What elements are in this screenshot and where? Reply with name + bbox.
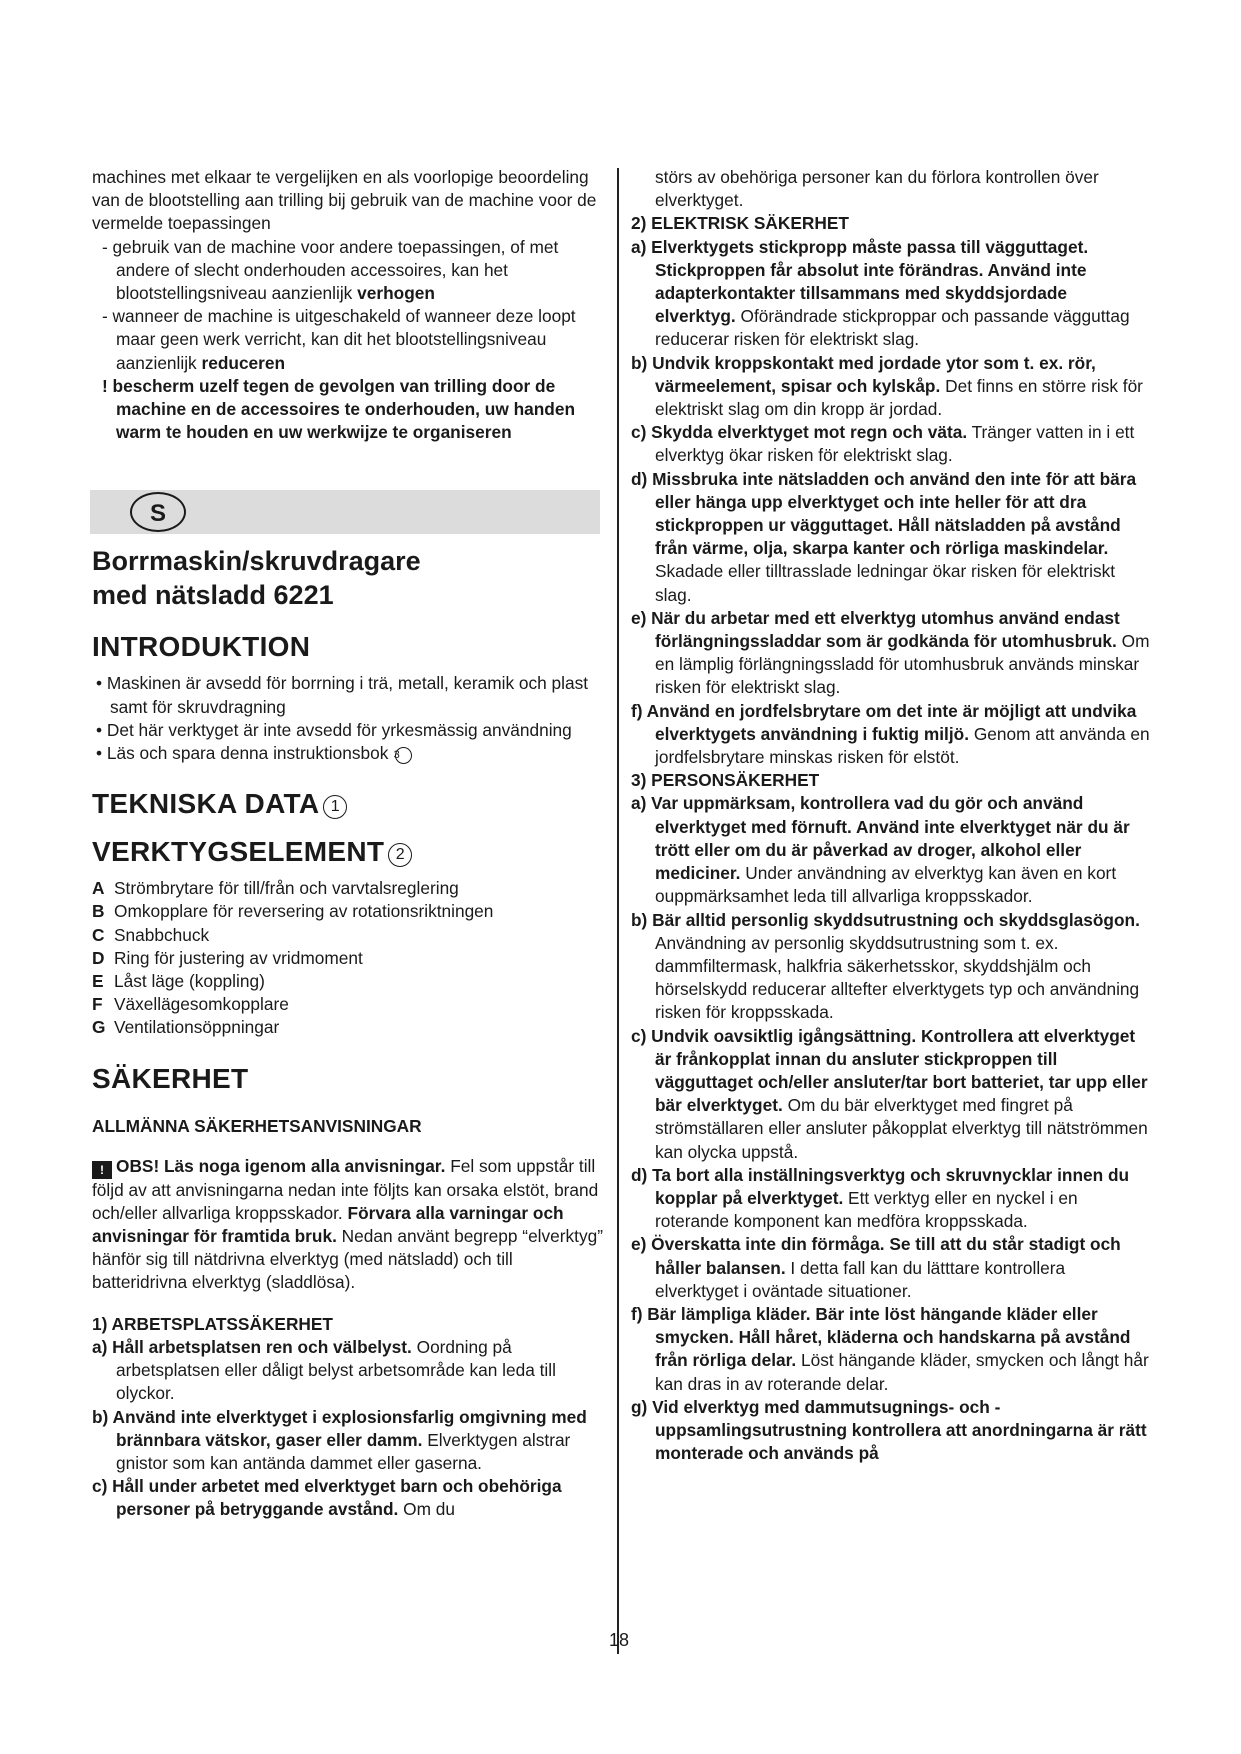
- work-safety-heading: 1) ARBETSPLATSSÄKERHET: [92, 1313, 333, 1334]
- intro-bullet: • Det här verktyget är inte avsedd för yrkesmässig användning: [96, 719, 572, 740]
- work-item: c) Håll under arbetet med elverktyget barn och obehöriga personer på betryggande avstånd. Om du: [92, 1476, 562, 1520]
- page-number: 18: [609, 1630, 630, 1650]
- intro-bullet: • Läs och spara denna instruktionsbok 3: [92, 742, 604, 765]
- figure-ref-icon: 3: [395, 747, 412, 764]
- element-item: C Snabbchuck: [92, 924, 210, 945]
- safety-heading: SÄKERHET: [92, 1062, 249, 1094]
- personal-item: c) Undvik oavsiktlig igångsättning. Kontrollera att elverktyget är frånkopplat innan du ansluter stickproppen till vägguttaget och/eller ansluter/tar bort batteriet, tar upp eller bär elverktyget. Om du bär elverktyget med fingret på strömställaren eller ansluter påkopplat elverktyg till nätströmmen kan olycka uppstå.: [631, 1025, 1148, 1162]
- personal-item: e) Överskatta inte din förmåga. Se till att du står stadigt och håller balansen. I detta fall kan du lätttare kontrollera elverktyget i oväntade situationer.: [631, 1234, 1121, 1301]
- electric-item: c) Skydda elverktyget mot regn och väta. Tränger vatten in i ett elverktyg ökar risken för elektriskt slag.: [631, 422, 1135, 466]
- electric-item: d) Missbruka inte nätsladden och använd den inte för att bära eller hänga upp elverktyget och inte heller för att dra stickproppen ur vägguttaget. Håll nätsladden på avstånd från värme, olja, skarpa kanter och rörliga maskindelar. Skadade eller tilltrasslade ledningar ökar risken för elektriskt slag.: [631, 468, 1137, 605]
- electric-item: b) Undvik kroppskontakt med jordade ytor som t. ex. rör, värmeelement, spisar och kylskåp. Det finns en större risk för elektriskt slag om din kropp är jordad.: [631, 352, 1143, 420]
- personal-item: g) Vid elverktyg med dammutsugnings- och -uppsamlingsutrustning kontrollera att anordningarna är rätt monterade och används på: [631, 1396, 1147, 1464]
- element-item: G Ventilationsöppningar: [92, 1017, 280, 1038]
- warning-paragraph: ! OBS! Läs noga igenom alla anvisningar. Fel som uppstår till följd av att anvisningarna nedan inte följts kan orsaka elstöt, brand och/eller allvarliga kroppsskador. Förvara alla varningar och anvisningar för framtida bruk. Nedan använt begrepp “elverktyg” hänför sig till nätdrivna elverktyg (med nätsladd) och till batteridrivna elverktyg (sladdlösa).: [92, 1155, 603, 1293]
- general-safety-heading: ALLMÄNNA SÄKERHETSANVISNINGAR: [92, 1115, 422, 1136]
- product-title-line1: Borrmaskin/skruvdragare: [92, 546, 421, 577]
- electric-safety-heading: 2) ELEKTRISK SÄKERHET: [631, 213, 849, 234]
- figure-ref-icon: 2: [388, 843, 412, 867]
- right-column: [631, 166, 1151, 1465]
- personal-item: b) Bär alltid personlig skyddsutrustning och skyddsglasögon. Användning av personlig skyddsutrustning som t. ex. dammfiltermask, halkfria säkerhetsskor, skyddshjälm och hörselskydd reducerar alltefter elverktygets typ och användning risken för kroppsskada.: [631, 909, 1140, 1023]
- figure-ref-icon: 1: [323, 795, 347, 819]
- continued-text: störs av obehöriga personer kan du förlora kontrollen över elverktyget.: [655, 167, 1099, 211]
- element-item: E Låst läge (koppling): [92, 971, 265, 992]
- electric-item: e) När du arbetar med ett elverktyg utomhus använd endast förlängningssladdar som är godkända för utomhusbruk. Om en lämplig förlängningssladd för utomhusbruk används minskar risken för elektriskt slag.: [631, 607, 1150, 698]
- work-item: a) Håll arbetsplatsen ren och välbelyst. Oordning på arbetsplatsen eller dåligt belyst arbetsområde kan leda till olyckor.: [92, 1336, 556, 1404]
- left-column: [92, 166, 604, 1522]
- element-item: B Omkopplare för reversering av rotationsriktningen: [92, 901, 494, 922]
- electric-item: f) Använd en jordfelsbrytare om det inte är möjligt att undvika elverktygets användning i fuktig miljö. Genom att använda en jordfelsbrytare minskas risken för elstöt.: [631, 700, 1150, 768]
- element-item: A Strömbrytare för till/från och varvtalsreglering: [92, 878, 459, 899]
- nl-dash-item-2: - wanneer de machine is uitgeschakeld of wanneer deze loopt maar geen werk verricht, kan dit het blootstellingsniveau aanzienlijk reduceren: [102, 306, 576, 373]
- element-item: D Ring för justering av vridmoment: [92, 947, 363, 968]
- personal-item: f) Bär lämpliga kläder. Bär inte löst hängande kläder eller smycken. Håll håret, kläderna och handskarna på avstånd från rörliga delar. Löst hängande kläder, smycken och långt hår kan dras in av roterande delar.: [631, 1303, 1149, 1394]
- work-item: b) Använd inte elverktyget i explosionsfarlig omgivning med brännbara vätskor, gaser eller damm. Elverktygen alstrar gnistor som kan antända dammet eller gaserna.: [92, 1406, 587, 1473]
- intro-heading: INTRODUKTION: [92, 631, 311, 663]
- personal-item: d) Ta bort alla inställningsverktyg och skruvnycklar innen du kopplar på elverktyget. Ett verktyg eller en nyckel i en roterande komponent kan medföra kroppsskada.: [631, 1164, 1130, 1232]
- nl-warning: ! bescherm uzelf tegen de gevolgen van trilling door de machine en de accessoires te onderhouden, uw handen warm te houden en uw werkwijze te organiseren: [102, 375, 576, 443]
- language-band: [90, 490, 600, 534]
- column-divider: [617, 168, 619, 1654]
- elements-heading: VERKTYGSELEMENT 2: [92, 835, 604, 869]
- intro-bullet: • Maskinen är avsedd för borrning i trä, metall, keramik och plast samt för skruvdragning: [96, 673, 589, 717]
- nl-intro-text: machines met elkaar te vergelijken en als voorlopige beoordeling van de blootstelling aan trilling bij gebruik van de machine voor de vermelde toepassingen: [92, 167, 597, 234]
- product-title-line2: med nätsladd 6221: [92, 580, 334, 611]
- language-badge: S: [130, 492, 186, 532]
- nl-dash-item-1: - gebruik van de machine voor andere toepassingen, of met andere of slecht onderhouden accessoires, kan het blootstellingsniveau aanzienlijk verhogen: [102, 236, 559, 304]
- personal-item: a) Var uppmärksam, kontrollera vad du gör och använd elverktyget med förnuft. Använd inte elverktyget när du är trött eller om du är påverkad av droger, alkohol eller mediciner. Under användning av elverktyg kan även en kort ouppmärksamhet leda till allvarliga kroppsskador.: [631, 793, 1130, 907]
- element-item: F Växellägesomkopplare: [92, 994, 289, 1015]
- warning-triangle-icon: !: [92, 1161, 112, 1179]
- electric-item: a) Elverktygets stickpropp måste passa till vägguttaget. Stickproppen får absolut inte förändras. Använd inte adapterkontakter tillsammans med skyddsjordade elverktyg. Oförändrade stickproppar och passande vägguttag reducerar risken för elektriskt slag.: [631, 236, 1130, 350]
- personal-safety-heading: 3) PERSONSÄKERHET: [631, 770, 820, 791]
- tech-heading: TEKNISKA DATA 1: [92, 787, 604, 821]
